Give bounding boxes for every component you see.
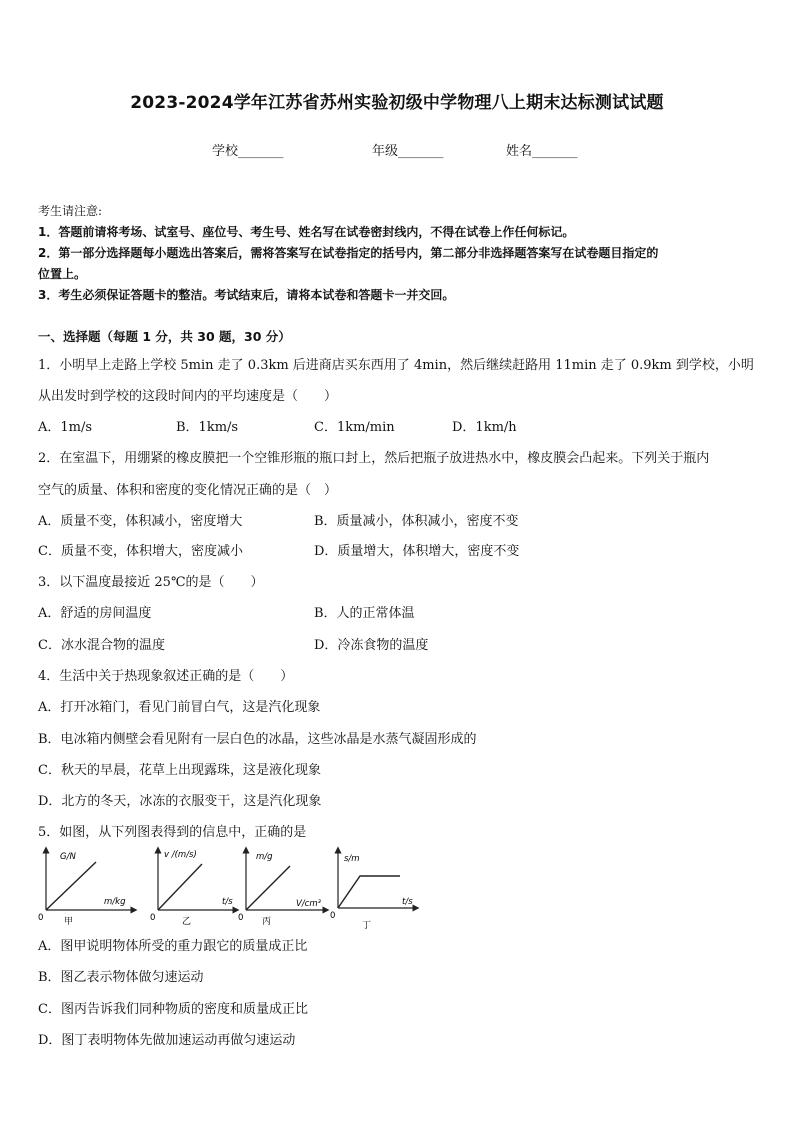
y-axis-label: G/N xyxy=(60,852,76,862)
origin-label: 0 xyxy=(330,911,336,921)
question-2-text: 空气的质量、体积和密度的变化情况正确的是（ ） xyxy=(38,483,338,498)
notice-item: 3．考生必须保证答题卡的整洁。考试结束后，请将本试卷和答题卡一并交回。 xyxy=(38,288,455,302)
y-axis-label: v /(m/s) xyxy=(164,850,197,860)
graph-caption: 乙 xyxy=(182,917,192,927)
q5-option-a[interactable]: A．图甲说明物体所受的重力跟它的质量成正比 xyxy=(38,939,308,954)
notice-item: 2．第一部分选择题每小题选出答案后，需将答案写在试卷指定的括号内，第二部分非选择题答案写在试卷题目指定的 xyxy=(38,246,659,260)
y-axis-label: s/m xyxy=(344,854,360,864)
notice-item: 1．答题前请将考场、试室号、座位号、考生号、姓名写在试卷密封线内，不得在试卷上作任何标记。 xyxy=(38,225,575,239)
q1-option-c[interactable]: C．1km/min xyxy=(314,420,395,435)
q4-option-d[interactable]: D．北方的冬天，冰冻的衣服变干，这是汽化现象 xyxy=(38,794,322,809)
school-field[interactable]: 学校_______ xyxy=(212,144,284,159)
q1-option-a[interactable]: A．1m/s xyxy=(38,420,93,435)
origin-label: 0 xyxy=(38,913,44,923)
q3-option-c[interactable]: C．冰水混合物的温度 xyxy=(38,638,165,653)
q3-option-b[interactable]: B．人的正常体温 xyxy=(314,606,415,621)
q5-option-d[interactable]: D．图丁表明物体先做加速运动再做匀速运动 xyxy=(38,1033,296,1048)
graph-line xyxy=(338,876,400,908)
notice-block xyxy=(38,201,760,306)
q4-option-c[interactable]: C．秋天的早晨，花草上出现露珠，这是液化现象 xyxy=(38,763,321,778)
q3-option-d[interactable]: D．冷冻食物的温度 xyxy=(314,638,429,653)
question-1-text: 1．小明早上走路上学校 5min 走了 0.3km 后进商店买东西用了 4min，然后继续赶路用 11min 走了 0.9km 到学校，小明 xyxy=(38,358,754,373)
graph-yi xyxy=(150,846,240,928)
origin-label: 0 xyxy=(150,913,156,923)
graph-caption: 丙 xyxy=(262,917,272,927)
graph-caption: 甲 xyxy=(64,917,74,927)
x-axis-label: m/kg xyxy=(104,897,126,907)
origin-label: 0 xyxy=(238,913,244,923)
graph-caption: 丁 xyxy=(362,921,372,931)
q1-option-d[interactable]: D．1km/h xyxy=(452,420,517,435)
q3-option-a[interactable]: A．舒适的房间温度 xyxy=(38,606,152,621)
name-field[interactable]: 姓名_______ xyxy=(506,144,578,159)
x-axis-label: t/s xyxy=(402,897,413,907)
question-4-text: 4．生活中关于热现象叙述正确的是（ ） xyxy=(38,669,294,684)
x-axis-label: t/s xyxy=(222,897,233,907)
question-2-text: 2．在室温下，用绷紧的橡皮膜把一个空锥形瓶的瓶口封上，然后把瓶子放进热水中，橡皮膜会凸起来。下列关于瓶内 xyxy=(38,451,710,466)
notice-item: 位置上。 xyxy=(38,267,87,281)
q2-option-b[interactable]: B．质量减小，体积减小，密度不变 xyxy=(314,514,519,529)
question-1-text: 从出发时到学校的这段时间内的平均速度是（ ） xyxy=(38,389,338,404)
q2-option-c[interactable]: C．质量不变，体积增大，密度减小 xyxy=(38,544,243,559)
q2-option-a[interactable]: A．质量不变，体积减小，密度增大 xyxy=(38,514,243,529)
q1-option-b[interactable]: B．1km/s xyxy=(176,420,239,435)
question-3-text: 3．以下温度最接近 25℃的是（ ） xyxy=(38,575,264,590)
graph-line xyxy=(46,862,96,910)
graph-line xyxy=(158,864,202,910)
page-title: 2023-2024学年江苏省苏州实验初级中学物理八上期末达标测试试题 xyxy=(130,93,664,113)
graph-line xyxy=(246,866,290,910)
graph-jia xyxy=(38,846,138,928)
question-5-text: 5．如图，从下列图表得到的信息中，正确的是 xyxy=(38,825,307,840)
x-axis-label: V/cm³ xyxy=(296,899,322,909)
section-heading: 一、选择题（每题 1 分，共 30 题，30 分） xyxy=(38,329,291,344)
notice-heading: 考生请注意: xyxy=(38,204,103,218)
y-axis-label: m/g xyxy=(256,852,273,862)
q2-option-d[interactable]: D．质量增大，体积增大，密度不变 xyxy=(314,544,520,559)
student-info-row xyxy=(0,140,794,160)
graph-ding xyxy=(330,846,420,932)
q4-option-a[interactable]: A．打开冰箱门，看见门前冒白气，这是汽化现象 xyxy=(38,700,321,715)
q4-option-b[interactable]: B．电冰箱内侧壁会看见附有一层白色的冰晶，这些冰晶是水蒸气凝固形成的 xyxy=(38,732,477,747)
graph-bing xyxy=(238,846,330,928)
grade-field[interactable]: 年级_______ xyxy=(372,144,444,159)
q5-option-b[interactable]: B．图乙表示物体做匀速运动 xyxy=(38,970,204,985)
q5-option-c[interactable]: C．图丙告诉我们同种物质的密度和质量成正比 xyxy=(38,1002,308,1017)
